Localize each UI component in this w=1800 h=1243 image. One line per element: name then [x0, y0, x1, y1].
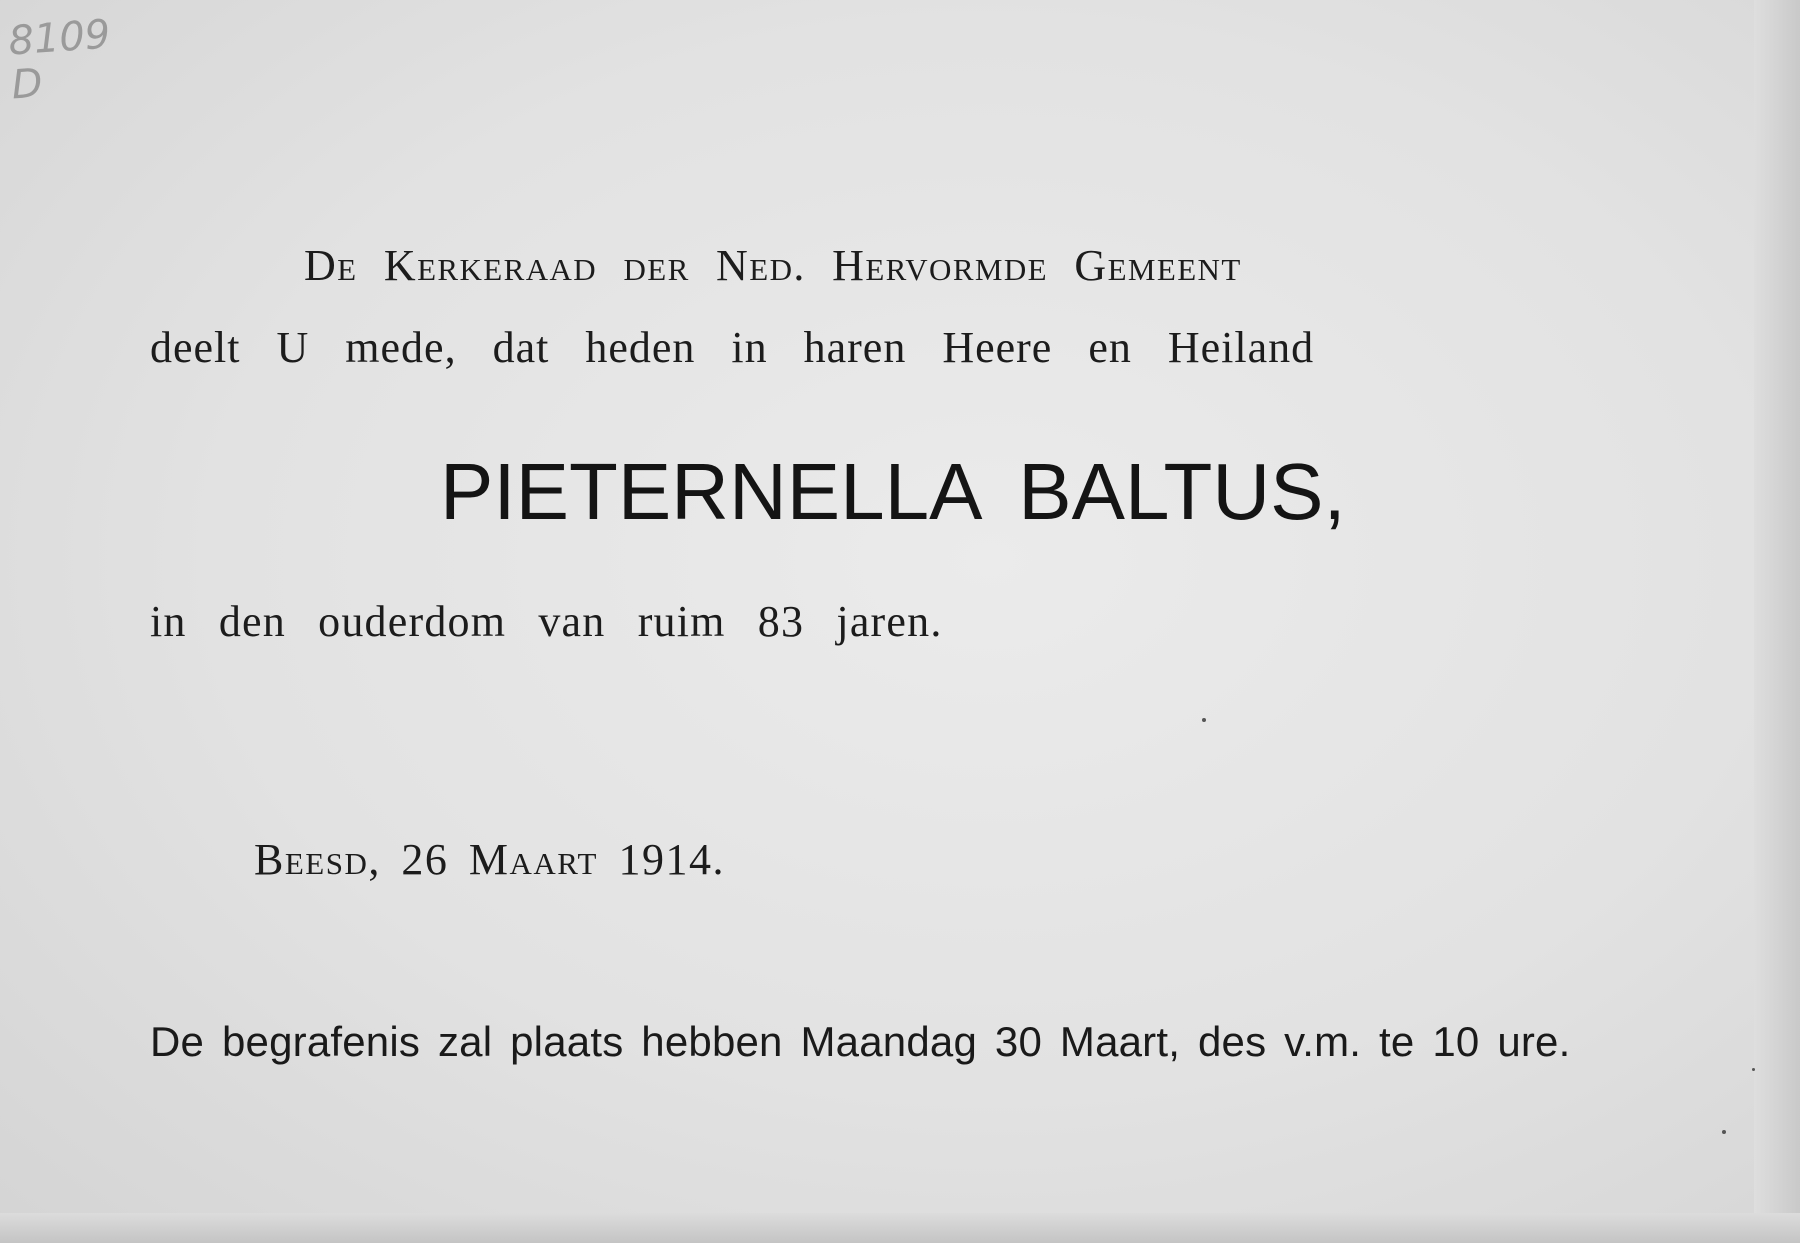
- funeral-notice: De begrafenis zal plaats hebben Maandag 30 Maart, des v.m. te 10 ure.: [150, 1018, 1571, 1065]
- announcement-line-2: deelt U mede, dat heden in haren Heere en Heiland: [150, 323, 1315, 372]
- paper-speck: [1722, 1130, 1726, 1134]
- paper-edge-bottom: [0, 1213, 1800, 1243]
- deceased-name: PIETERNELLA BALTUS,: [440, 447, 1346, 536]
- age-line: in den ouderdom van ruim 83 jaren.: [150, 597, 943, 646]
- place-date: Beesd, 26 Maart 1914.: [254, 835, 725, 884]
- paper-speck: [1202, 718, 1206, 722]
- announcement-line-1: De Kerkeraad der Ned. Hervormde Gemeent: [304, 241, 1242, 290]
- paper-speck: [1752, 1068, 1755, 1071]
- archive-pencil-mark: 8109 D: [6, 11, 112, 109]
- paper-edge-right: [1754, 0, 1800, 1243]
